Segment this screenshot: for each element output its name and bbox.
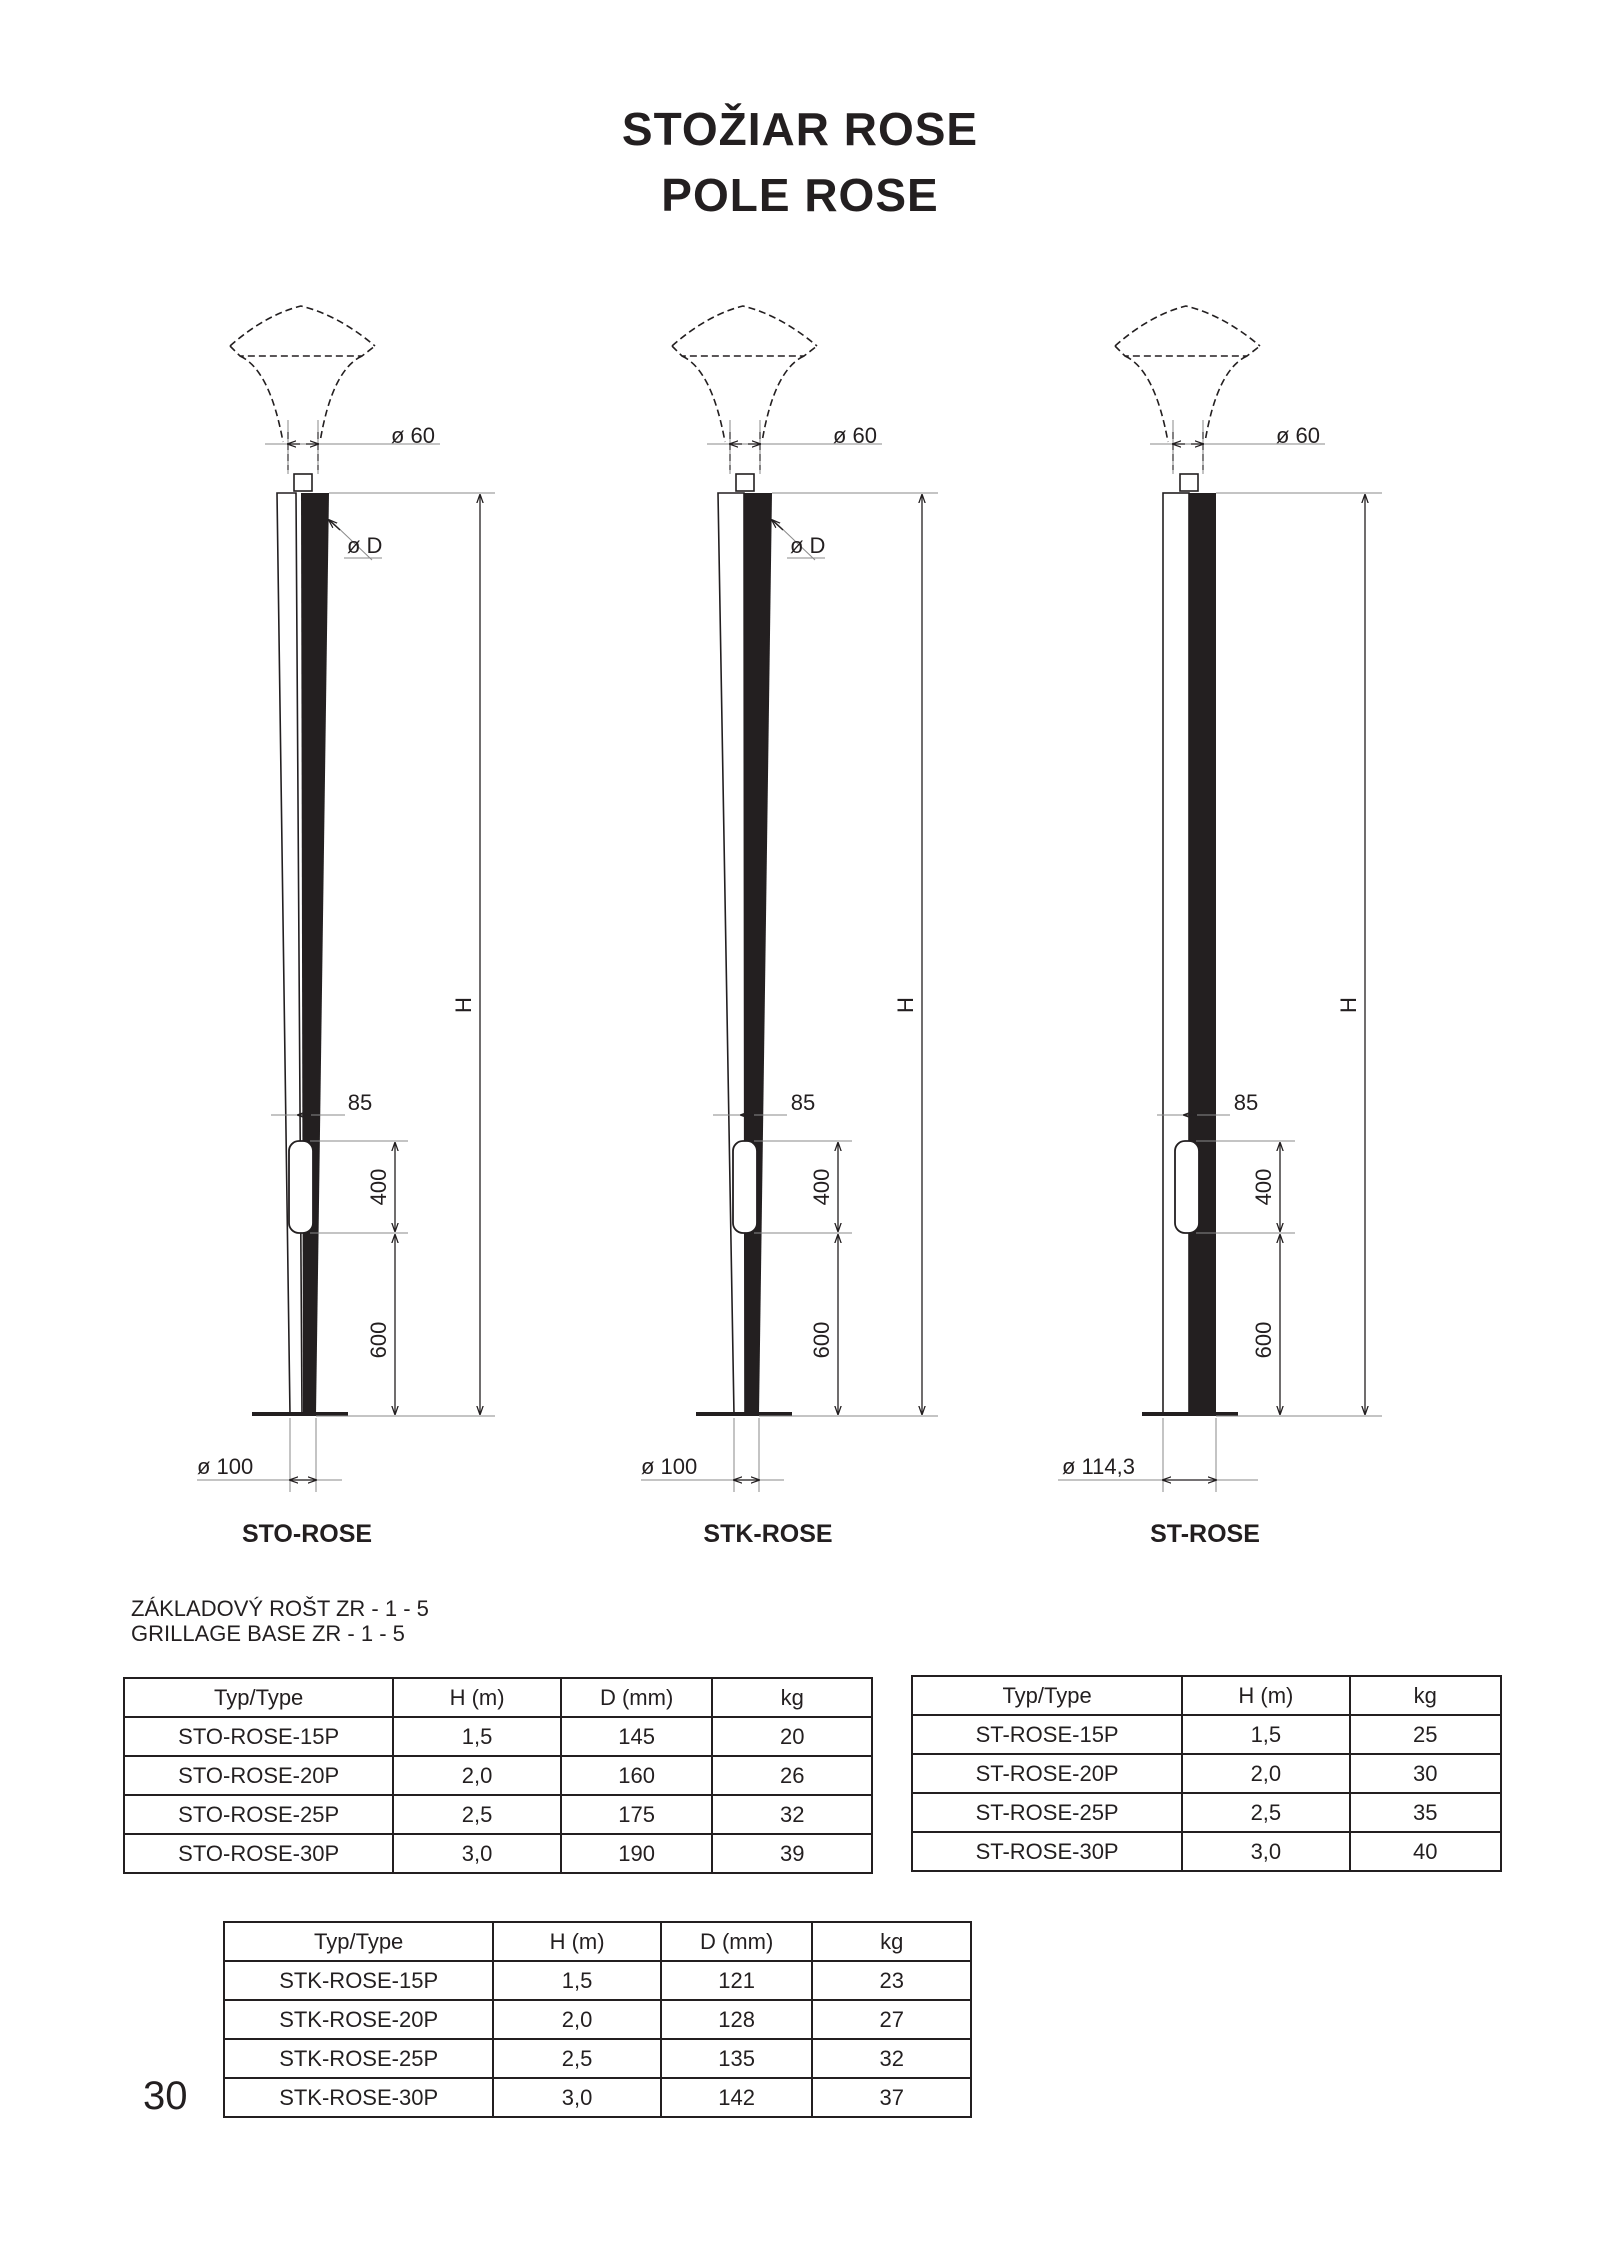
pole-drawing-sto-rose	[197, 306, 495, 1548]
table-header-row	[124, 1678, 872, 1717]
dimension-top-diameter: ø 60	[391, 423, 436, 448]
table-row	[912, 1715, 1501, 1754]
dimension-door-width: 85	[790, 1090, 816, 1115]
table-cell: 39	[712, 1834, 872, 1873]
table-cell: 35	[1350, 1793, 1501, 1832]
column-header: H (m)	[393, 1678, 561, 1717]
grillage-note-sk: ZÁKLADOVÝ ROŠT ZR - 1 - 5	[131, 1596, 429, 1621]
column-header: kg	[1350, 1676, 1501, 1715]
table-cell: STK-ROSE-20P	[224, 2000, 493, 2039]
table-cell: ST-ROSE-30P	[912, 1832, 1182, 1871]
column-header: H (m)	[493, 1922, 661, 1961]
dimension-door-height: 400	[366, 1168, 391, 1206]
table-cell: 175	[561, 1795, 713, 1834]
table-cell: 2,5	[493, 2039, 661, 2078]
table-row	[224, 2039, 971, 2078]
table-cell: 2,5	[1182, 1793, 1349, 1832]
grillage-note-en: GRILLAGE BASE ZR - 1 - 5	[131, 1621, 405, 1646]
table-row	[124, 1834, 872, 1873]
luminaire-outline	[672, 306, 817, 470]
table-cell: 1,5	[1182, 1715, 1349, 1754]
table-cell: 121	[661, 1961, 813, 2000]
table-cell: 40	[1350, 1832, 1501, 1871]
table-cell: STK-ROSE-15P	[224, 1961, 493, 2000]
table-header-row	[224, 1922, 971, 1961]
dimension-top-diameter: ø 60	[833, 423, 878, 448]
table-cell: 145	[561, 1717, 713, 1756]
luminaire-outline	[1115, 306, 1260, 470]
table-cell: STK-ROSE-25P	[224, 2039, 493, 2078]
pole-drawing-stk-rose	[641, 306, 938, 1548]
table-cell: 37	[812, 2078, 971, 2117]
table-cell: ST-ROSE-20P	[912, 1754, 1182, 1793]
dimension-door-width: 85	[347, 1090, 373, 1115]
table-row	[124, 1795, 872, 1834]
sto-rose-table	[123, 1677, 873, 1874]
dimension-door-height: 400	[1251, 1168, 1276, 1206]
pole-label: ST-ROSE	[1150, 1520, 1260, 1548]
column-header: D (mm)	[661, 1922, 813, 1961]
table-cell: STO-ROSE-15P	[124, 1717, 393, 1756]
table-cell: 20	[712, 1717, 872, 1756]
table-cell: STK-ROSE-30P	[224, 2078, 493, 2117]
luminaire-outline	[230, 306, 375, 470]
dimension-door-elevation: 600	[1251, 1321, 1276, 1359]
table-cell: 2,5	[393, 1795, 561, 1834]
table-cell: 1,5	[393, 1717, 561, 1756]
stk-rose-table	[223, 1921, 972, 2118]
table-cell: 3,0	[393, 1834, 561, 1873]
table-cell: 128	[661, 2000, 813, 2039]
dimension-height: H	[893, 997, 918, 1013]
table-header-row	[912, 1676, 1501, 1715]
table-row	[124, 1717, 872, 1756]
pole-label: STK-ROSE	[703, 1520, 833, 1548]
column-header: H (m)	[1182, 1676, 1349, 1715]
pole-label: STO-ROSE	[241, 1520, 373, 1548]
table-cell: 2,0	[393, 1756, 561, 1795]
column-header: Typ/Type	[912, 1676, 1182, 1715]
column-header: D (mm)	[561, 1678, 713, 1717]
column-header: kg	[812, 1922, 971, 1961]
table-cell: ST-ROSE-25P	[912, 1793, 1182, 1832]
dimension-base-diameter: ø 114,3	[1062, 1454, 1135, 1479]
pole-drawing-st-rose	[1058, 306, 1382, 1548]
dimension-base-diameter: ø 100	[641, 1454, 698, 1479]
table-cell: STO-ROSE-30P	[124, 1834, 393, 1873]
table-cell: 25	[1350, 1715, 1501, 1754]
dimension-door-height: 400	[809, 1168, 834, 1206]
table-cell: 30	[1350, 1754, 1501, 1793]
dimension-base-diameter: ø 100	[197, 1454, 254, 1479]
dimension-door-elevation: 600	[809, 1321, 834, 1359]
page-subtitle: POLE ROSE	[661, 169, 939, 221]
table-cell: 3,0	[1182, 1832, 1349, 1871]
table-cell: 23	[812, 1961, 971, 2000]
dimension-shaft-diameter: ø D	[347, 533, 383, 558]
table-row	[224, 2078, 971, 2117]
table-cell: 190	[561, 1834, 713, 1873]
table-row	[224, 1961, 971, 2000]
dimension-top-diameter: ø 60	[1276, 423, 1321, 448]
column-header: kg	[712, 1678, 872, 1717]
table-row	[912, 1832, 1501, 1871]
table-cell: ST-ROSE-15P	[912, 1715, 1182, 1754]
table-cell: 27	[812, 2000, 971, 2039]
table-cell: 2,0	[493, 2000, 661, 2039]
table-row	[124, 1756, 872, 1795]
table-cell: STO-ROSE-20P	[124, 1756, 393, 1795]
dimension-shaft-diameter: ø D	[790, 533, 826, 558]
column-header: Typ/Type	[124, 1678, 393, 1717]
table-row	[912, 1754, 1501, 1793]
dimension-height: H	[1336, 997, 1361, 1013]
table-cell: 32	[812, 2039, 971, 2078]
table-cell: 142	[661, 2078, 813, 2117]
table-cell: 32	[712, 1795, 872, 1834]
table-cell: 1,5	[493, 1961, 661, 2000]
table-cell: 26	[712, 1756, 872, 1795]
st-rose-table	[911, 1675, 1502, 1872]
table-cell: 3,0	[493, 2078, 661, 2117]
column-header: Typ/Type	[224, 1922, 493, 1961]
dimension-door-width: 85	[1233, 1090, 1259, 1115]
page-number: 30	[143, 2074, 188, 2118]
table-row	[912, 1793, 1501, 1832]
table-row	[224, 2000, 971, 2039]
dimension-door-elevation: 600	[366, 1321, 391, 1359]
table-cell: STO-ROSE-25P	[124, 1795, 393, 1834]
table-cell: 135	[661, 2039, 813, 2078]
page-title: STOŽIAR ROSE	[621, 103, 979, 155]
table-cell: 2,0	[1182, 1754, 1349, 1793]
table-cell: 160	[561, 1756, 713, 1795]
dimension-height: H	[451, 997, 476, 1013]
